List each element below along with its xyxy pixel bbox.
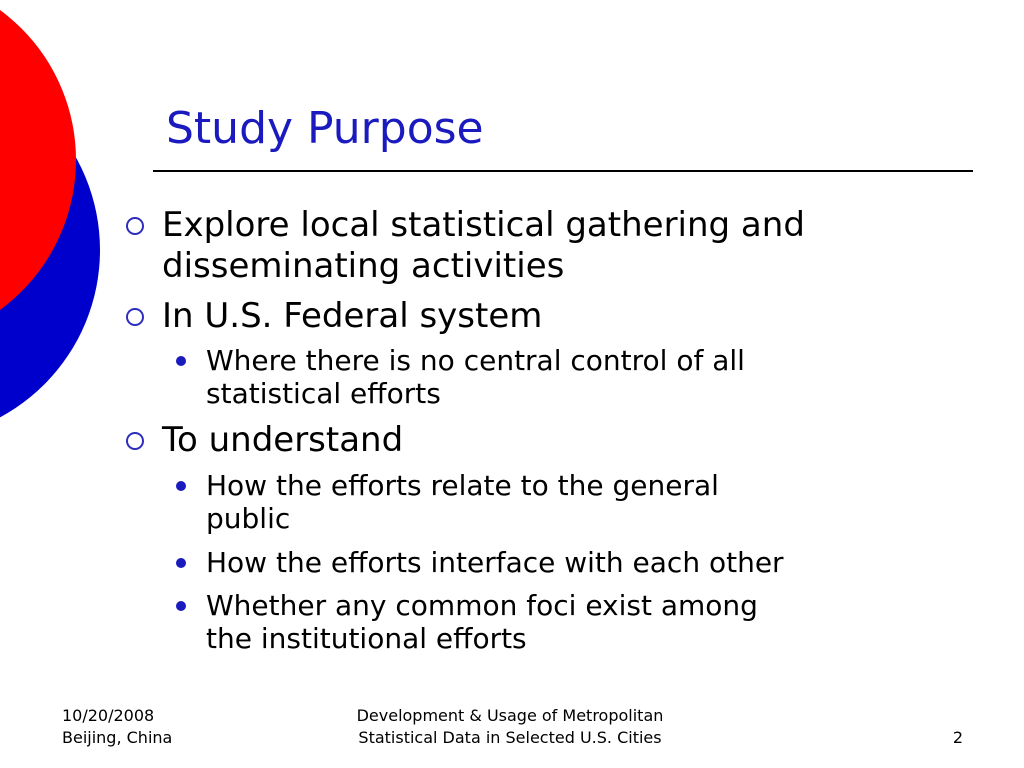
- filled-dot-bullet-icon: [176, 356, 186, 366]
- filled-dot-bullet-icon: [176, 601, 186, 611]
- sub-bullet-item-line: the institutional efforts: [206, 622, 527, 655]
- sub-bullet-item: [206, 589, 966, 655]
- filled-dot-bullet-icon: [176, 558, 186, 568]
- sub-bullet-item: [206, 344, 966, 410]
- sub-bullet-item-line: Whether any common foci exist among: [206, 589, 758, 622]
- bullet-item: [162, 205, 962, 287]
- sub-bullet-item-line: How the efforts interface with each other: [206, 546, 784, 579]
- slide-title: Study Purpose: [166, 103, 484, 154]
- page-number: 2: [952, 728, 963, 747]
- filled-dot-bullet-icon: [176, 481, 186, 491]
- sub-bullet-item: [206, 546, 966, 579]
- sub-bullet-item-line: statistical efforts: [206, 377, 441, 410]
- sub-bullet-item-line: public: [206, 502, 291, 535]
- footer-place: Beijing, China: [62, 728, 173, 747]
- footer-title-line-2: Statistical Data in Selected U.S. Cities: [358, 728, 662, 747]
- hollow-circle-bullet-icon: [126, 432, 144, 450]
- hollow-circle-bullet-icon: [126, 308, 144, 326]
- sub-bullet-item: [206, 469, 966, 535]
- footer-title-line-1: Development & Usage of Metropolitan: [356, 706, 664, 725]
- bullet-item: [162, 420, 962, 461]
- bullet-item-line: disseminating activities: [162, 246, 565, 286]
- sub-bullet-item-line: How the efforts relate to the general: [206, 469, 719, 502]
- footer-presentation-title: [300, 705, 720, 749]
- hollow-circle-bullet-icon: [126, 217, 144, 235]
- footer-date-place: [62, 705, 172, 749]
- sub-bullet-item-line: Where there is no central control of all: [206, 344, 745, 377]
- footer-date: 10/20/2008: [62, 706, 155, 725]
- bullet-item: [162, 296, 962, 337]
- bullet-item-line: Explore local statistical gathering and: [162, 205, 805, 245]
- bullet-item-line: In U.S. Federal system: [162, 296, 543, 336]
- bullet-item-line: To understand: [162, 420, 404, 460]
